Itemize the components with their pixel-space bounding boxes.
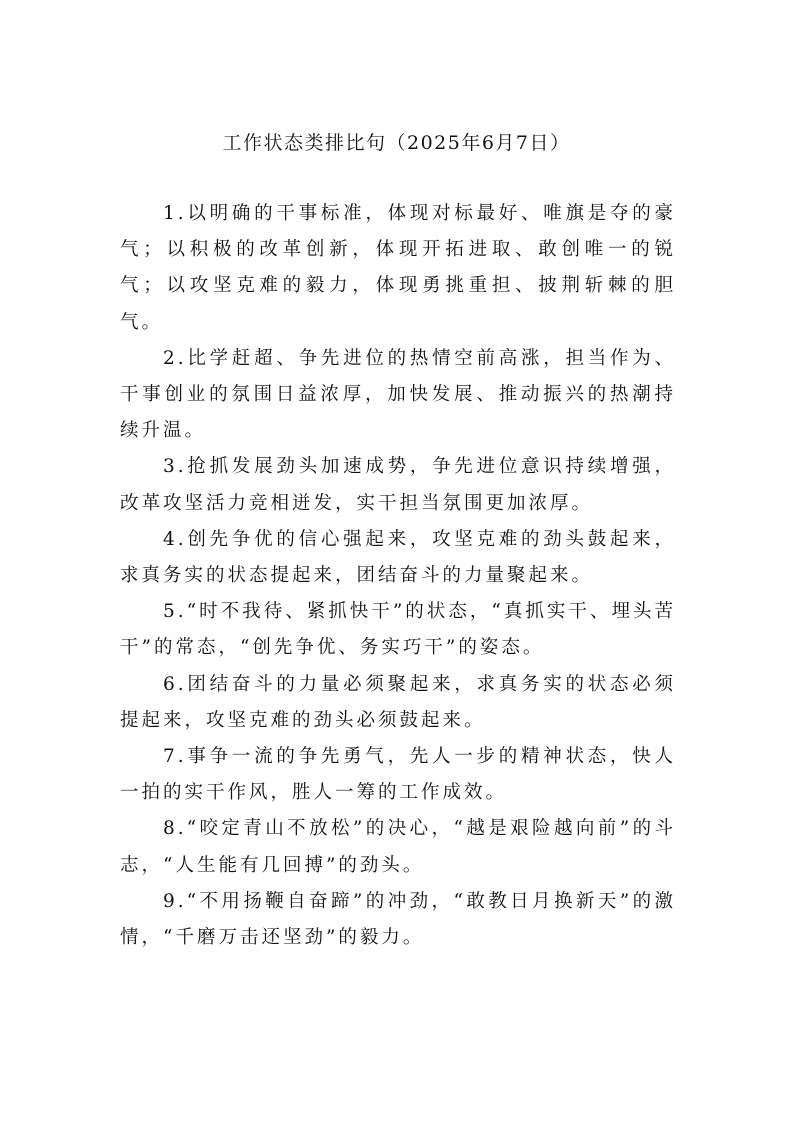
paragraph-7: 7.事争一流的争先勇气，先人一步的精神状态，快人一拍的实干作风，胜人一筹的工作成效。 xyxy=(120,746,676,804)
paragraph-1: 1.以明确的干事标准，体现对标最好、唯旗是夺的豪气；以积极的改革创新，体现开拓进取、敢创唯一的锐气；以攻坚克难的毅力，体现勇挑重担、披荆斩棘的胆气。 xyxy=(120,203,676,333)
paragraph-8: 8.“咬定青山不放松”的决心，“越是艰险越向前”的斗志，“人生能有几回搏”的劲头。 xyxy=(120,818,676,876)
paragraph-9: 9.“不用扬鞭自奋蹄”的冲劲，“敢教日月换新天”的激情，“千磨万击还坚劲”的毅力。 xyxy=(120,890,676,949)
document-title: 工作状态类排比句（2025年6月7日） xyxy=(222,132,571,154)
paragraph-2: 2.比学赶超、争先进位的热情空前高涨，担当作为、干事创业的氛围日益浓厚，加快发展、推动振兴的热潮持续升温。 xyxy=(120,347,676,442)
document-body xyxy=(120,196,676,956)
paragraph-6: 6.团结奋斗的力量必须聚起来，求真务实的状态必须提起来，攻坚克难的劲头必须鼓起来。 xyxy=(120,673,676,731)
paragraph-5: 5.“时不我待、紧抓快干”的状态，“真抓实干、埋头苦干”的常态，“创先争优、务实巧干”的姿态。 xyxy=(120,601,676,659)
paragraph-4: 4.创先争优的信心强起来，攻坚克难的劲头鼓起来，求真务实的状态提起来，团结奋斗的力量聚起来。 xyxy=(120,528,676,587)
paragraph-3: 3.抢抓发展劲头加速成势，争先进位意识持续增强，改革攻坚活力竞相迸发，实干担当氛围更加浓厚。 xyxy=(120,456,676,514)
